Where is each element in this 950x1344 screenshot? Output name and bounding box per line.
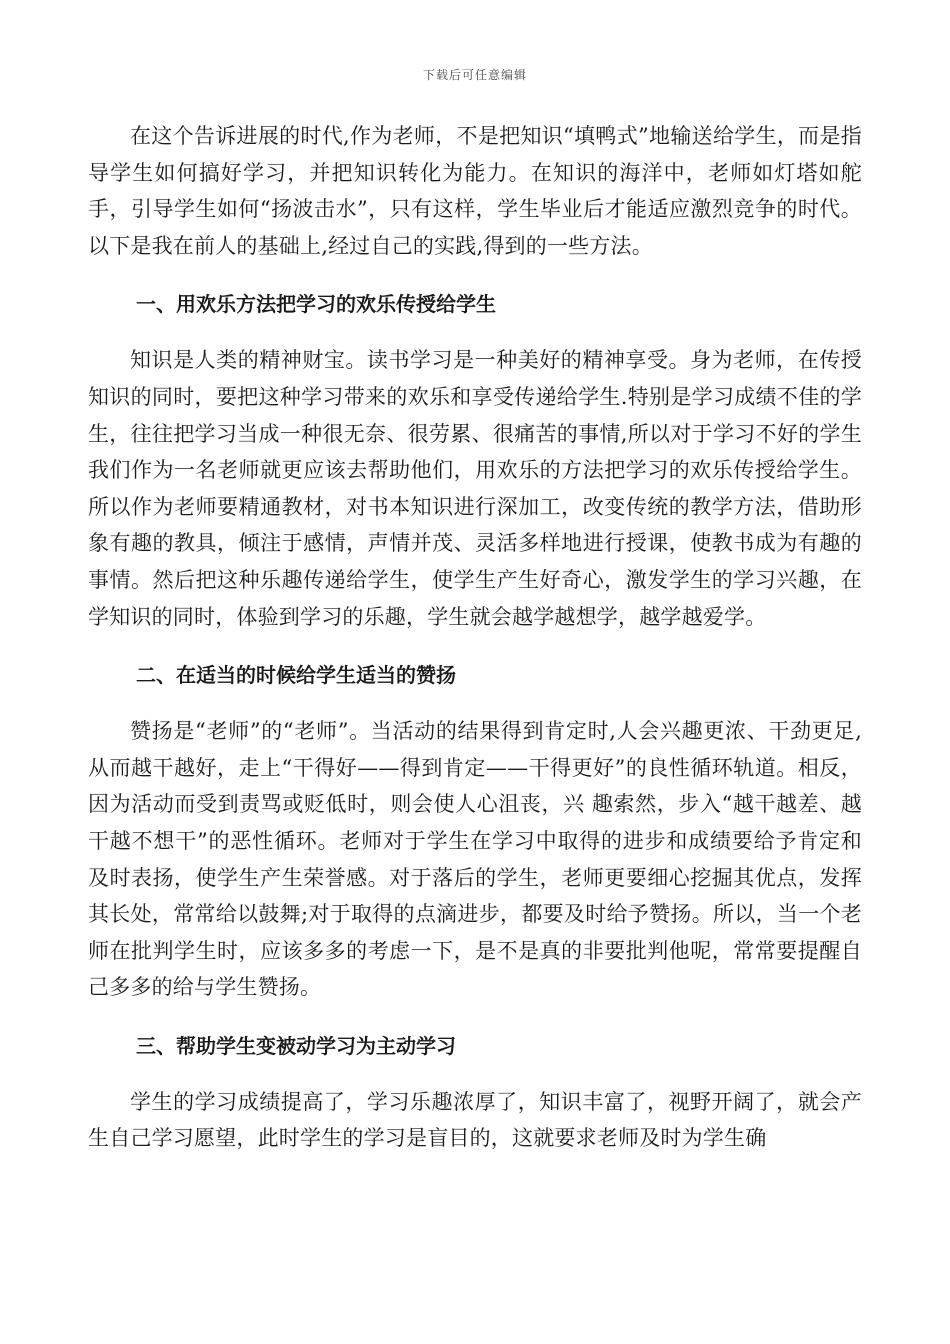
section-2-heading: 二、在适当的时候给学生适当的赞扬 — [136, 663, 456, 688]
section-1-heading: 一、用欢乐方法把学习的欢乐传授给学生 — [136, 292, 496, 317]
intro-paragraph: 在这个告诉进展的时代,作为老师，不是把知识“填鸭式”地输送给学生，而是指导学生如何搞好学习，并把知识转化为能力。在知识的海洋中，老师如灯塔如舵手，引导学生如何“扬波击水”，只有这样，学生毕业后才能适应激烈竞争的时代。以下是我在前人的基础上,经过自己的实践,得到的一些方法。 — [88, 124, 862, 258]
section-3-heading: 三、帮助学生变被动学习为主动学习 — [136, 1033, 456, 1058]
page-header: 下载后可任意编辑 — [422, 68, 527, 82]
spacer — [88, 322, 862, 342]
spacer — [88, 635, 862, 657]
section-3-paragraph: 学生的学习成绩提高了，学习乐趣浓厚了，知识丰富了，视野开阔了，就会产生自己学习愿望，此时学生的学习是盲目的，这就要求老师及时为学生确 — [88, 1089, 862, 1151]
section-1-paragraph: 知识是人类的精神财宝。读书学习是一种美好的精神享受。身为老师，在传授知识的同时，要把这种学习带来的欢乐和享受传递给学生.特别是学习成绩不佳的学生，往往把学习当成一种很无奈、很劳累、很痛苦的事情,所以对于学习不好的学生我们作为一名老师就更应该去帮助他们，用欢乐的方法把学习的欢乐传授给学生。所以作为老师要精通教材，对书本知识进行深加工，改变传统的教学方法，借助形象有趣的教具，倾注于感情，声情并茂、灵活多样地进行授课，使教书成为有趣的事情。然后把这种乐趣传递给学生，使学生产生好奇心，激发学生的学习兴趣，在学知识的同时，体验到学习的乐趣，学生就会越学越想学，越学越爱学。 — [88, 348, 862, 629]
spacer — [88, 264, 862, 286]
spacer — [88, 1064, 862, 1084]
spacer — [88, 1006, 862, 1028]
spacer — [88, 693, 862, 713]
section-2-paragraph: 赞扬是“老师”的“老师”。当活动的结果得到肯定时,人会兴趣更浓、干劲更足, 从而越干越好，走上“干得好——得到肯定——干得更好”的良性循环轨道。相反，因为活动而受到责骂或贬低时，则会使人心沮丧，兴 趣索然，步入“越干越差、越干越不想干”的恶性循环。老师对于学生在学习中取得的进步和成绩要给予肯定和及时表扬，使学生产生荣誉感。对于落后的学生，老师更要细心挖掘其优点，发挥其长处，常常给以鼓舞;对于取得的点滴进步，都要及时给予赞扬。所以，当一个老师在批判学生时，应该多多的考虑一下，是不是真的非要批判他呢，常常要提醒自己多多的给与学生赞扬。 — [88, 719, 862, 1000]
document-body — [88, 118, 862, 1157]
